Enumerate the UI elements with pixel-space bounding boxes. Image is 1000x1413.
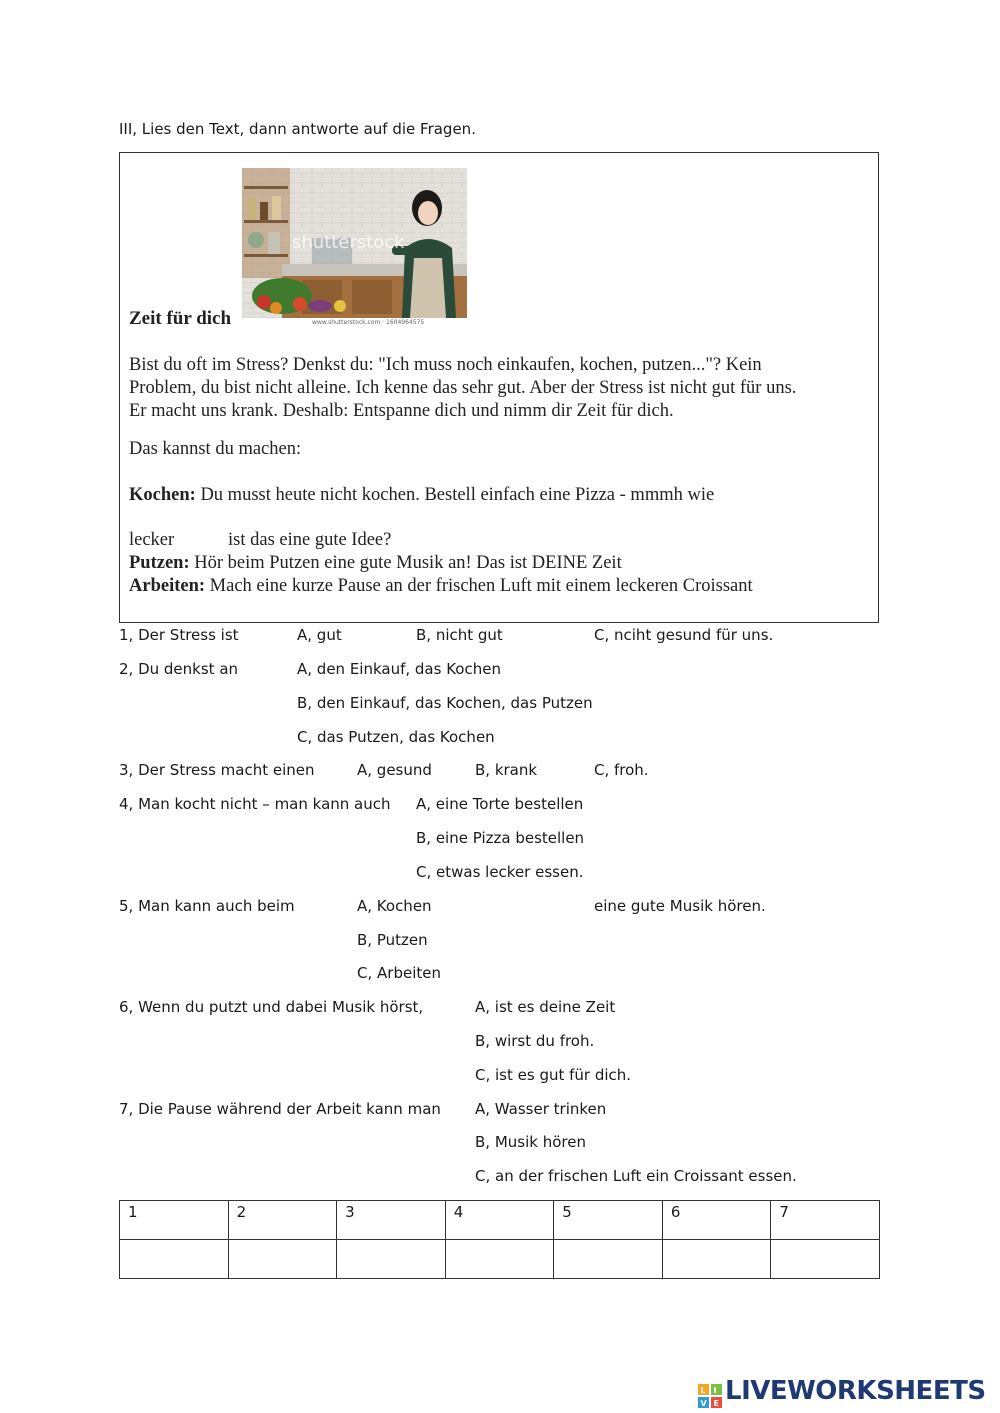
q5-suffix: eine gute Musik hören. [594,897,766,915]
arbeiten-paragraph [129,576,753,597]
q5-option-b: B, Putzen [357,931,428,949]
instruction: III, Lies den Text, dann antworte auf die Fragen. [119,120,476,138]
svg-text:V: V [700,1399,707,1408]
q5-option-a: A, Kochen [357,897,432,915]
answer-input-cell[interactable] [120,1240,229,1279]
question-5: 5, Man kann auch beim [119,897,295,915]
question-1: 1, Der Stress ist [119,626,239,644]
q4-option-a: A, eine Torte bestellen [416,795,584,813]
answer-table-header-row [120,1201,880,1240]
q3-option-c: C, froh. [594,761,649,779]
kochen-text: Du musst heute nicht kochen. Bestell einfach eine Pizza - mmmh wie [200,485,715,505]
answer-table-input-row [120,1240,880,1279]
q6-option-a: A, ist es deine Zeit [475,998,616,1016]
q2-option-a: A, den Einkauf, das Kochen [297,660,501,678]
putzen-text: Hör beim Putzen eine gute Musik an! Das ist DEINE Zeit [194,553,622,573]
answer-header-cell: 2 [228,1201,337,1240]
q4-option-b: B, eine Pizza bestellen [416,829,585,847]
answer-header-cell: 3 [337,1201,446,1240]
answer-input-cell[interactable] [337,1240,446,1279]
svg-text:L: L [700,1386,706,1395]
answer-table [119,1200,880,1279]
paragraph-intro: Das kannst du machen: [129,439,302,459]
answer-input-cell[interactable] [445,1240,554,1279]
question-3: 3, Der Stress macht einen [119,761,315,779]
putzen-label: Putzen: [129,553,190,573]
q7-option-b: B, Musik hören [475,1133,586,1151]
answer-header-cell: 6 [662,1201,771,1240]
q4-option-c: C, etwas lecker essen. [416,863,584,881]
liveworksheets-logo-text[interactable]: LIVEWORKSHEETS [725,1376,986,1406]
watermark-text: shutterstock [292,232,405,253]
q6-option-b: B, wirst du froh. [475,1032,595,1050]
kochen-label: Kochen: [129,485,196,505]
answer-input-cell[interactable] [228,1240,337,1279]
answer-header-cell: 7 [771,1201,880,1240]
arbeiten-text: Mach eine kurze Pause an der frischen Luft mit einem leckeren Croissant [209,576,753,596]
q2-option-c: C, das Putzen, das Kochen [297,728,495,746]
lecker-rest: ist das eine gute Idee? [228,530,392,550]
answer-input-cell[interactable] [771,1240,880,1279]
q7-option-c: C, an der frischen Luft ein Croissant essen. [475,1167,797,1185]
q3-option-a: A, gesund [357,761,432,779]
answer-header-cell: 1 [120,1201,229,1240]
answer-header-cell: 5 [554,1201,663,1240]
kitchen-photo [242,168,467,318]
kitchen-photo-illustration [242,168,467,318]
answer-input-cell[interactable] [662,1240,771,1279]
q3-option-b: B, krank [475,761,538,779]
question-4: 4, Man kocht nicht – man kann auch [119,795,391,813]
lecker-word: lecker [129,530,175,550]
svg-text:E: E [713,1399,719,1408]
q1-option-b: B, nicht gut [416,626,503,644]
svg-text:I: I [713,1386,717,1395]
q1-option-a: A, gut [297,626,342,644]
paragraph-line: Er macht uns krank. Deshalb: Entspanne dich und nimm dir Zeit für dich. [129,401,674,421]
q2-option-b: B, den Einkauf, das Kochen, das Putzen [297,694,593,712]
kochen-paragraph [129,485,714,506]
q1-option-c: C, nciht gesund für uns. [594,626,774,644]
q6-option-c: C, ist es gut für dich. [475,1066,632,1084]
paragraph-line: Problem, du bist nicht alleine. Ich kenne das sehr gut. Aber der Stress ist nicht gut für uns. [129,378,797,398]
paragraph-line: Bist du oft im Stress? Denkst du: "Ich muss noch einkaufen, kochen, putzen..."? Kein [129,355,762,375]
answer-header-cell: 4 [445,1201,554,1240]
question-7: 7, Die Pause während der Arbeit kann man [119,1100,441,1118]
q5-option-c: C, Arbeiten [357,964,441,982]
q7-option-a: A, Wasser trinken [475,1100,607,1118]
putzen-paragraph [129,553,622,574]
question-2: 2, Du denkst an [119,660,239,678]
question-6: 6, Wenn du putzt und dabei Musik hörst, [119,998,424,1016]
answer-input-cell[interactable] [554,1240,663,1279]
reading-title: Zeit für dich [129,308,232,329]
arbeiten-label: Arbeiten: [129,576,206,596]
liveworksheets-icon [698,1376,724,1412]
image-caption: www.shutterstock.com · 1604964575 [312,319,425,326]
